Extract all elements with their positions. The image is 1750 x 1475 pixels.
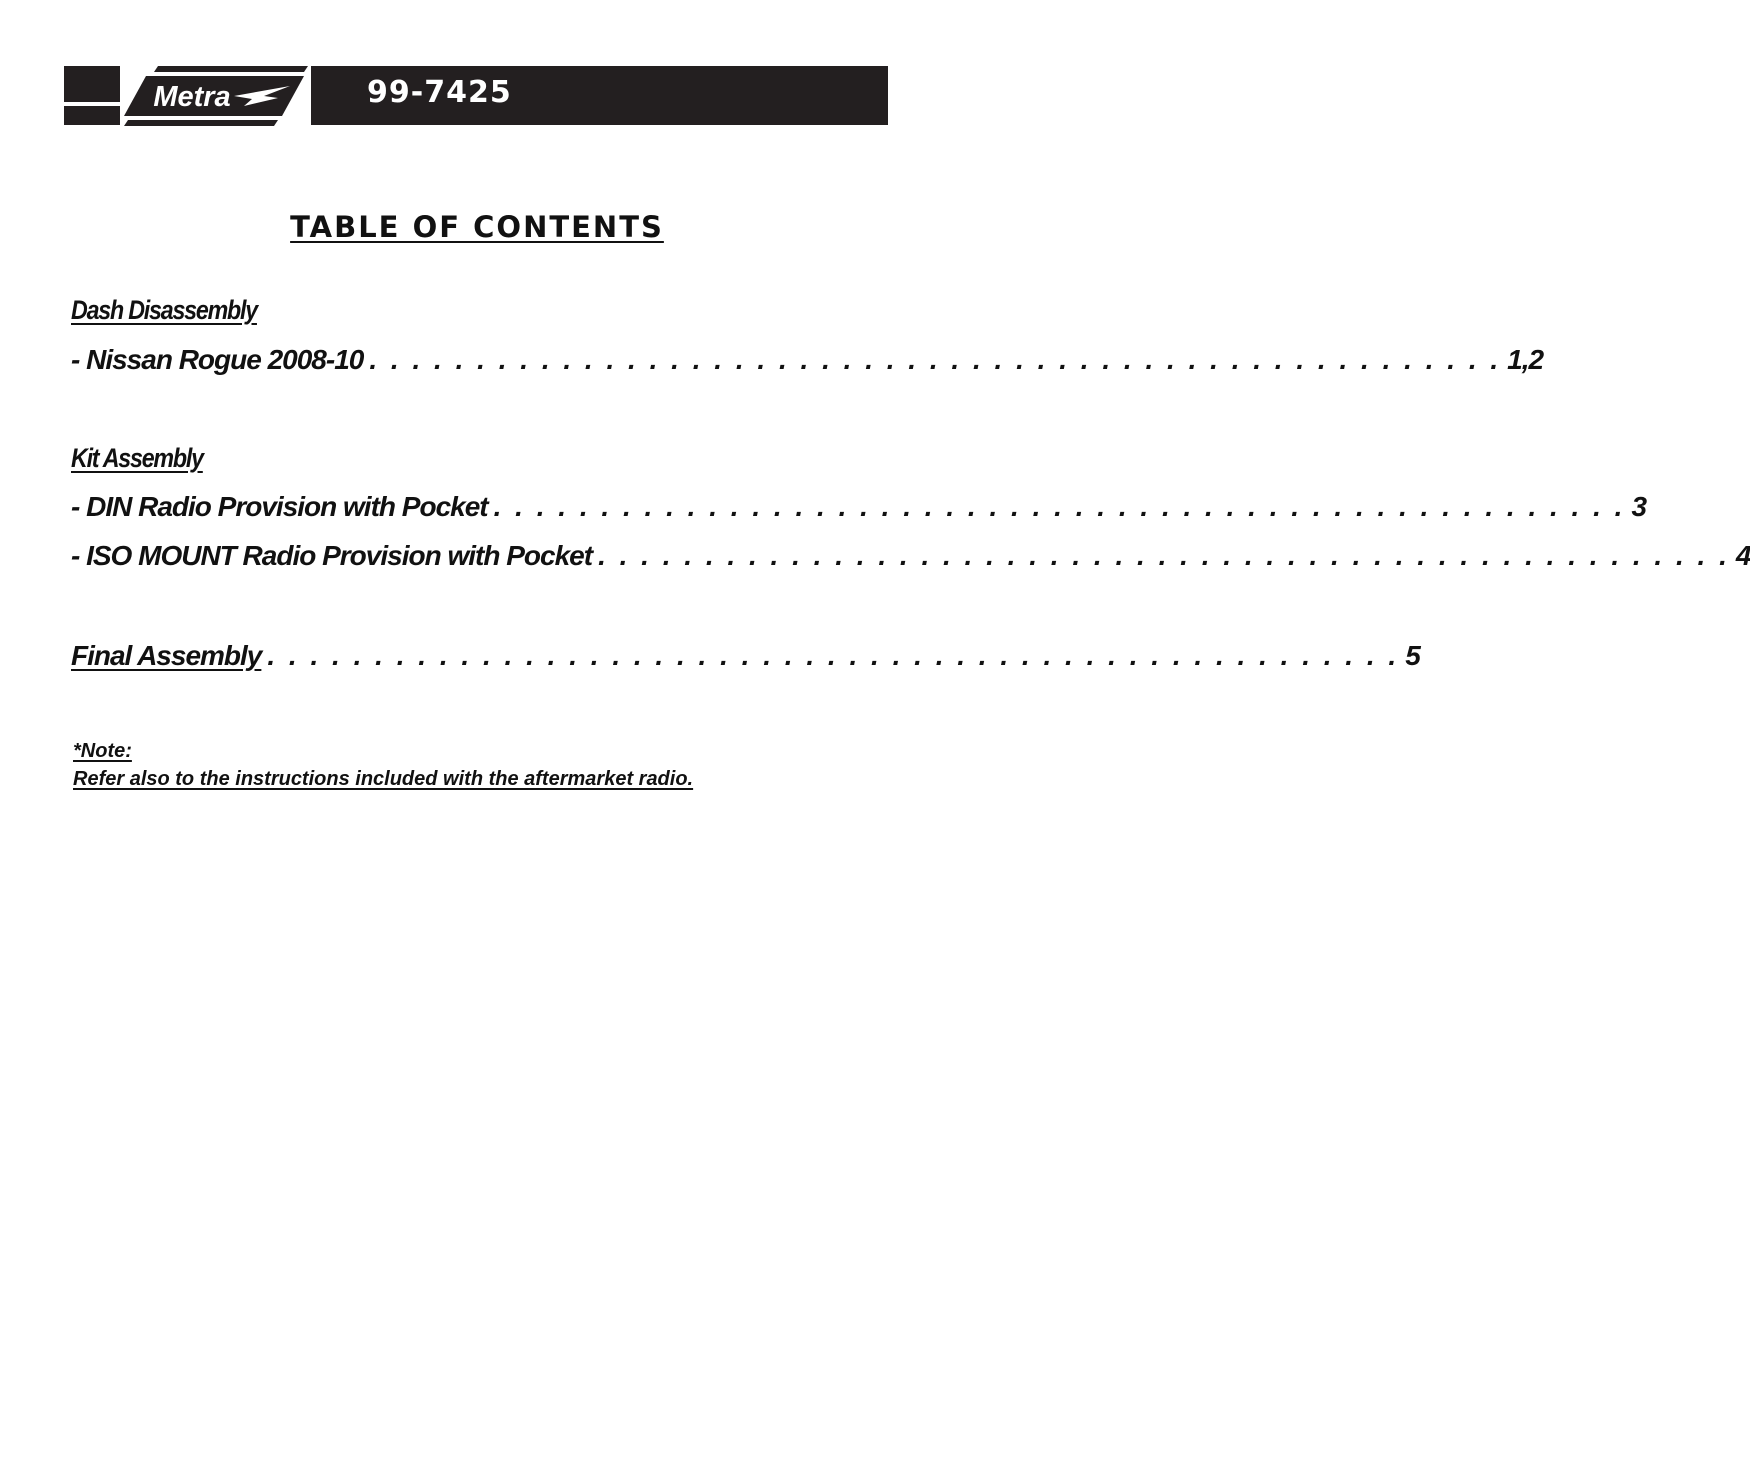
dot-leader: . . . . . . . . . . . . . . . . . . . . . . . . . . . . . . . . . . . . . . . . . . . . . . . . . . . . . [267,640,1400,671]
model-number: 99-7425 [367,75,512,110]
toc-entry-nissan-rogue [71,344,1544,380]
dot-leader: . . . . . . . . . . . . . . . . . . . . . . . . . . . . . . . . . . . . . . . . . . . . . . . . . . . . . [493,491,1626,522]
metra-logo [122,66,308,126]
toc-entry-page: 1,2 [1507,344,1544,375]
section-heading-dash-disassembly: Dash Disassembly [71,295,257,325]
toc-entry-din-radio [71,491,1647,527]
toc-entry-page: 3 [1631,491,1647,522]
toc-entry-label: - ISO MOUNT Radio Provision with Pocket [71,540,593,571]
header-block-top [64,66,120,102]
dot-leader: . . . . . . . . . . . . . . . . . . . . . . . . . . . . . . . . . . . . . . . . . . . . . . . . . . . . . [598,540,1730,571]
section-heading-kit-assembly: Kit Assembly [71,443,203,473]
dot-leader: . . . . . . . . . . . . . . . . . . . . . . . . . . . . . . . . . . . . . . . . . . . . . . . . . . . . . [369,344,1502,375]
page-header [0,0,954,140]
model-bar [311,66,888,125]
toc-entry-iso-mount-radio [71,540,1750,576]
logo-text: Metra [153,81,231,113]
header-block-bottom [64,106,120,125]
note-text: Refer also to the instructions included with the aftermarket radio. [73,768,694,790]
toc-entry-label: - Nissan Rogue 2008-10 [71,344,364,375]
toc-entry-label: Final Assembly [71,640,262,671]
toc-entry-final-assembly [71,640,1420,676]
toc-entry-page: 5 [1405,640,1420,671]
toc-title: TABLE OF CONTENTS [290,210,664,244]
toc-entry-label: - DIN Radio Provision with Pocket [71,491,488,522]
toc-entry-page: 4 [1735,540,1750,571]
note-heading: *Note: [73,740,132,762]
